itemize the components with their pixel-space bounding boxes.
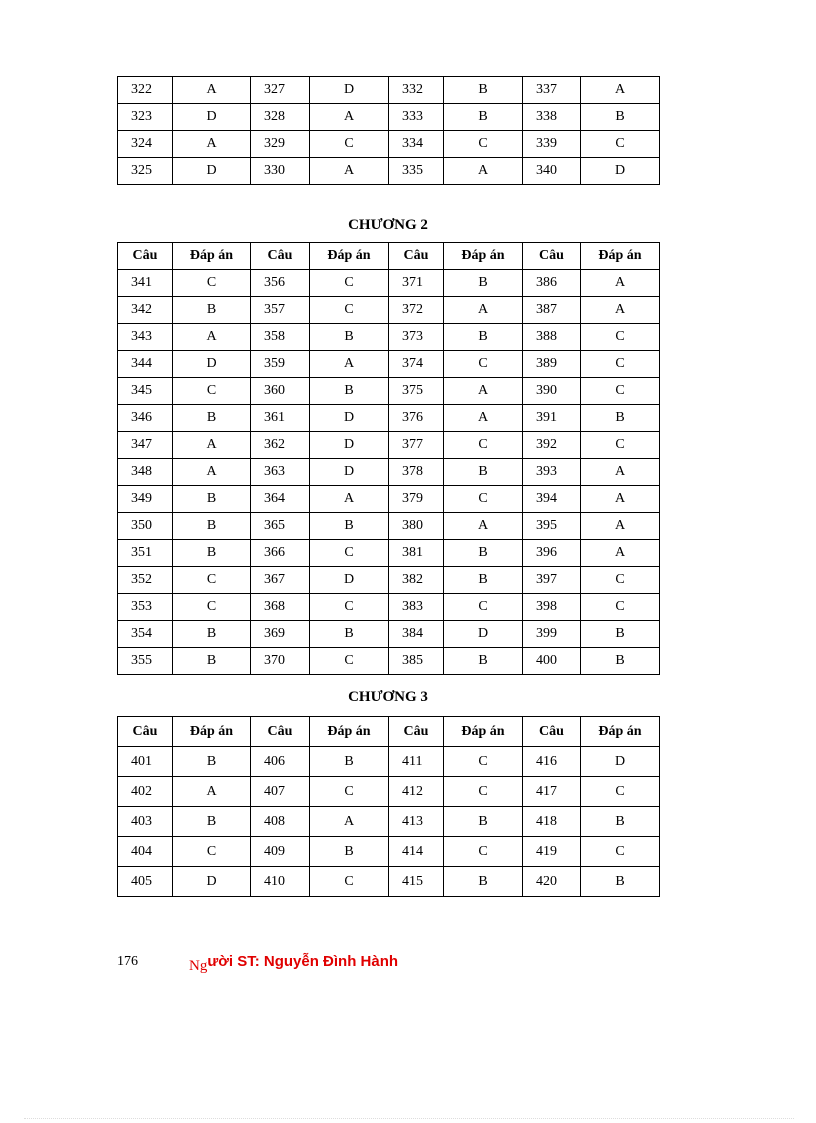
question-number-cell: 339: [523, 131, 581, 158]
answer-cell: A: [173, 131, 251, 158]
question-number-cell: 356: [251, 270, 310, 297]
answer-cell: C: [581, 432, 660, 459]
question-number-cell: 408: [251, 807, 310, 837]
answer-cell: C: [581, 567, 660, 594]
chapter-2-title: CHƯƠNG 2: [348, 217, 428, 233]
answer-cell: B: [444, 270, 523, 297]
table-row: [118, 807, 660, 837]
question-number-cell: 374: [389, 351, 444, 378]
question-number-cell: 341: [118, 270, 173, 297]
question-number-cell: 391: [523, 405, 581, 432]
question-number-cell: 353: [118, 594, 173, 621]
question-number-cell: 383: [389, 594, 444, 621]
answer-cell: D: [581, 747, 660, 777]
answer-cell: D: [310, 77, 389, 104]
answer-cell: A: [173, 777, 251, 807]
answer-cell: A: [444, 378, 523, 405]
answer-cell: A: [444, 158, 523, 185]
question-number-cell: 366: [251, 540, 310, 567]
table-row: [118, 104, 660, 131]
answer-cell: A: [581, 540, 660, 567]
answer-cell: C: [581, 594, 660, 621]
question-number-cell: 335: [389, 158, 444, 185]
question-number-cell: 362: [251, 432, 310, 459]
answer-cell: B: [173, 621, 251, 648]
table-header-row: [118, 717, 660, 747]
question-number-cell: 415: [389, 867, 444, 897]
column-header-answer: Đáp án: [444, 243, 523, 270]
answer-cell: B: [444, 459, 523, 486]
author-credit: [189, 953, 399, 974]
question-number-cell: 325: [118, 158, 173, 185]
answer-cell: B: [173, 540, 251, 567]
answer-cell: B: [173, 486, 251, 513]
answer-cell: A: [310, 486, 389, 513]
question-number-cell: 390: [523, 378, 581, 405]
table-header-row: [118, 243, 660, 270]
answer-cell: C: [173, 270, 251, 297]
answer-cell: B: [581, 648, 660, 675]
question-number-cell: 348: [118, 459, 173, 486]
question-number-cell: 404: [118, 837, 173, 867]
answer-cell: B: [444, 77, 523, 104]
table-row: [118, 131, 660, 158]
table-row: [118, 432, 660, 459]
question-number-cell: 329: [251, 131, 310, 158]
question-number-cell: 384: [389, 621, 444, 648]
question-number-cell: 361: [251, 405, 310, 432]
question-number-cell: 328: [251, 104, 310, 131]
table-row: [118, 747, 660, 777]
question-number-cell: 364: [251, 486, 310, 513]
question-number-cell: 412: [389, 777, 444, 807]
table-row: [118, 324, 660, 351]
table-row: [118, 459, 660, 486]
answer-cell: C: [310, 131, 389, 158]
question-number-cell: 413: [389, 807, 444, 837]
question-number-cell: 397: [523, 567, 581, 594]
question-number-cell: 363: [251, 459, 310, 486]
table-row: [118, 567, 660, 594]
table-row: [118, 648, 660, 675]
question-number-cell: 365: [251, 513, 310, 540]
answer-table-chapter-2: [117, 242, 660, 675]
table-row: [118, 513, 660, 540]
answer-table-top: [117, 76, 660, 185]
answer-cell: B: [173, 297, 251, 324]
answer-cell: C: [173, 567, 251, 594]
question-number-cell: 355: [118, 648, 173, 675]
answer-cell: A: [444, 297, 523, 324]
answer-cell: C: [581, 777, 660, 807]
question-number-cell: 333: [389, 104, 444, 131]
question-number-cell: 351: [118, 540, 173, 567]
answer-cell: C: [444, 747, 523, 777]
answer-table-body: [118, 77, 660, 185]
answer-cell: C: [581, 837, 660, 867]
question-number-cell: 409: [251, 837, 310, 867]
question-number-cell: 377: [389, 432, 444, 459]
question-number-cell: 398: [523, 594, 581, 621]
table-row: [118, 270, 660, 297]
question-number-cell: 340: [523, 158, 581, 185]
question-number-cell: 346: [118, 405, 173, 432]
question-number-cell: 376: [389, 405, 444, 432]
question-number-cell: 334: [389, 131, 444, 158]
question-number-cell: 401: [118, 747, 173, 777]
question-number-cell: 381: [389, 540, 444, 567]
answer-cell: C: [310, 867, 389, 897]
answer-cell: A: [581, 486, 660, 513]
answer-cell: B: [581, 807, 660, 837]
answer-table-body: [118, 270, 660, 675]
answer-cell: C: [444, 131, 523, 158]
author-credit-text: ười ST: Nguyễn Đình Hành: [207, 953, 399, 970]
question-number-cell: 347: [118, 432, 173, 459]
question-number-cell: 385: [389, 648, 444, 675]
answer-cell: C: [310, 270, 389, 297]
question-number-cell: 369: [251, 621, 310, 648]
answer-cell: B: [444, 807, 523, 837]
answer-cell: C: [310, 594, 389, 621]
answer-table-body: [118, 747, 660, 897]
question-number-cell: 337: [523, 77, 581, 104]
question-number-cell: 411: [389, 747, 444, 777]
answer-cell: D: [173, 867, 251, 897]
question-number-cell: 359: [251, 351, 310, 378]
answer-cell: D: [173, 351, 251, 378]
answer-cell: D: [581, 158, 660, 185]
question-number-cell: 360: [251, 378, 310, 405]
answer-cell: C: [310, 540, 389, 567]
question-number-cell: 420: [523, 867, 581, 897]
column-header-question: Câu: [118, 717, 173, 747]
question-number-cell: 417: [523, 777, 581, 807]
question-number-cell: 393: [523, 459, 581, 486]
answer-cell: C: [310, 648, 389, 675]
question-number-cell: 342: [118, 297, 173, 324]
question-number-cell: 386: [523, 270, 581, 297]
column-header-answer: Đáp án: [310, 717, 389, 747]
question-number-cell: 406: [251, 747, 310, 777]
question-number-cell: 332: [389, 77, 444, 104]
question-number-cell: 419: [523, 837, 581, 867]
question-number-cell: 343: [118, 324, 173, 351]
column-header-question: Câu: [389, 717, 444, 747]
answer-cell: B: [444, 567, 523, 594]
table-row: [118, 405, 660, 432]
answer-cell: A: [581, 459, 660, 486]
table-row: [118, 540, 660, 567]
answer-cell: B: [310, 837, 389, 867]
answer-cell: D: [310, 405, 389, 432]
table-row: [118, 351, 660, 378]
answer-table-chapter-3: [117, 716, 660, 897]
page-number: 176: [117, 954, 138, 969]
answer-cell: A: [310, 807, 389, 837]
question-number-cell: 405: [118, 867, 173, 897]
answer-cell: C: [444, 594, 523, 621]
question-number-cell: 371: [389, 270, 444, 297]
question-number-cell: 323: [118, 104, 173, 131]
answer-cell: A: [581, 297, 660, 324]
table-row: [118, 777, 660, 807]
answer-cell: A: [581, 513, 660, 540]
question-number-cell: 396: [523, 540, 581, 567]
answer-cell: C: [444, 777, 523, 807]
table-header: [118, 717, 660, 747]
question-number-cell: 370: [251, 648, 310, 675]
question-number-cell: 330: [251, 158, 310, 185]
question-number-cell: 322: [118, 77, 173, 104]
answer-cell: B: [173, 807, 251, 837]
question-number-cell: 407: [251, 777, 310, 807]
answer-cell: B: [444, 324, 523, 351]
answer-cell: B: [581, 867, 660, 897]
question-number-cell: 400: [523, 648, 581, 675]
chapter-3-title: CHƯƠNG 3: [348, 689, 428, 705]
table-header: [118, 243, 660, 270]
answer-cell: A: [310, 158, 389, 185]
question-number-cell: 388: [523, 324, 581, 351]
answer-cell: C: [310, 297, 389, 324]
table-row: [118, 77, 660, 104]
answer-cell: C: [444, 486, 523, 513]
answer-cell: A: [173, 459, 251, 486]
column-header-question: Câu: [118, 243, 173, 270]
answer-cell: B: [173, 405, 251, 432]
answer-cell: B: [581, 104, 660, 131]
question-number-cell: 414: [389, 837, 444, 867]
column-header-question: Câu: [523, 717, 581, 747]
question-number-cell: 373: [389, 324, 444, 351]
answer-cell: B: [173, 747, 251, 777]
column-header-answer: Đáp án: [581, 243, 660, 270]
question-number-cell: 392: [523, 432, 581, 459]
question-number-cell: 418: [523, 807, 581, 837]
answer-cell: B: [444, 104, 523, 131]
column-header-question: Câu: [251, 243, 310, 270]
question-number-cell: 387: [523, 297, 581, 324]
answer-cell: B: [310, 747, 389, 777]
column-header-answer: Đáp án: [310, 243, 389, 270]
answer-cell: C: [173, 594, 251, 621]
question-number-cell: 350: [118, 513, 173, 540]
table-row: [118, 594, 660, 621]
answer-cell: B: [444, 540, 523, 567]
question-number-cell: 394: [523, 486, 581, 513]
answer-cell: B: [444, 648, 523, 675]
question-number-cell: 375: [389, 378, 444, 405]
answer-cell: A: [444, 513, 523, 540]
answer-cell: B: [581, 621, 660, 648]
question-number-cell: 358: [251, 324, 310, 351]
answer-cell: B: [310, 513, 389, 540]
answer-cell: C: [310, 777, 389, 807]
question-number-cell: 403: [118, 807, 173, 837]
question-number-cell: 378: [389, 459, 444, 486]
answer-cell: A: [310, 104, 389, 131]
column-header-question: Câu: [523, 243, 581, 270]
answer-cell: B: [581, 405, 660, 432]
question-number-cell: 352: [118, 567, 173, 594]
question-number-cell: 344: [118, 351, 173, 378]
answer-cell: B: [173, 648, 251, 675]
question-number-cell: 382: [389, 567, 444, 594]
question-number-cell: 380: [389, 513, 444, 540]
answer-cell: C: [173, 837, 251, 867]
question-number-cell: 345: [118, 378, 173, 405]
page-bottom-divider: [24, 1118, 794, 1119]
question-number-cell: 354: [118, 621, 173, 648]
question-number-cell: 379: [389, 486, 444, 513]
column-header-question: Câu: [251, 717, 310, 747]
question-number-cell: 399: [523, 621, 581, 648]
question-number-cell: 416: [523, 747, 581, 777]
answer-cell: D: [310, 459, 389, 486]
answer-cell: C: [444, 432, 523, 459]
answer-cell: A: [444, 405, 523, 432]
column-header-question: Câu: [389, 243, 444, 270]
question-number-cell: 357: [251, 297, 310, 324]
answer-cell: A: [173, 324, 251, 351]
answer-cell: D: [173, 104, 251, 131]
answer-cell: B: [444, 867, 523, 897]
answer-cell: C: [581, 131, 660, 158]
column-header-answer: Đáp án: [173, 243, 251, 270]
answer-cell: A: [310, 351, 389, 378]
answer-cell: C: [581, 324, 660, 351]
answer-cell: D: [173, 158, 251, 185]
answer-cell: C: [173, 378, 251, 405]
table-row: [118, 378, 660, 405]
answer-cell: A: [173, 432, 251, 459]
question-number-cell: 410: [251, 867, 310, 897]
answer-cell: B: [173, 513, 251, 540]
table-row: [118, 486, 660, 513]
question-number-cell: 338: [523, 104, 581, 131]
column-header-answer: Đáp án: [581, 717, 660, 747]
answer-cell: B: [310, 378, 389, 405]
answer-cell: A: [581, 77, 660, 104]
table-row: [118, 867, 660, 897]
column-header-answer: Đáp án: [444, 717, 523, 747]
question-number-cell: 327: [251, 77, 310, 104]
table-row: [118, 297, 660, 324]
answer-cell: C: [444, 351, 523, 378]
answer-cell: B: [310, 621, 389, 648]
answer-cell: A: [581, 270, 660, 297]
question-number-cell: 372: [389, 297, 444, 324]
answer-cell: B: [310, 324, 389, 351]
question-number-cell: 349: [118, 486, 173, 513]
question-number-cell: 367: [251, 567, 310, 594]
column-header-answer: Đáp án: [173, 717, 251, 747]
answer-cell: D: [310, 432, 389, 459]
answer-cell: C: [444, 837, 523, 867]
table-row: [118, 621, 660, 648]
question-number-cell: 324: [118, 131, 173, 158]
author-credit-prefix: Ng: [189, 958, 208, 974]
question-number-cell: 395: [523, 513, 581, 540]
answer-cell: D: [444, 621, 523, 648]
question-number-cell: 402: [118, 777, 173, 807]
table-row: [118, 158, 660, 185]
question-number-cell: 368: [251, 594, 310, 621]
answer-cell: A: [173, 77, 251, 104]
question-number-cell: 389: [523, 351, 581, 378]
answer-cell: D: [310, 567, 389, 594]
table-row: [118, 837, 660, 867]
answer-cell: C: [581, 378, 660, 405]
answer-cell: C: [581, 351, 660, 378]
